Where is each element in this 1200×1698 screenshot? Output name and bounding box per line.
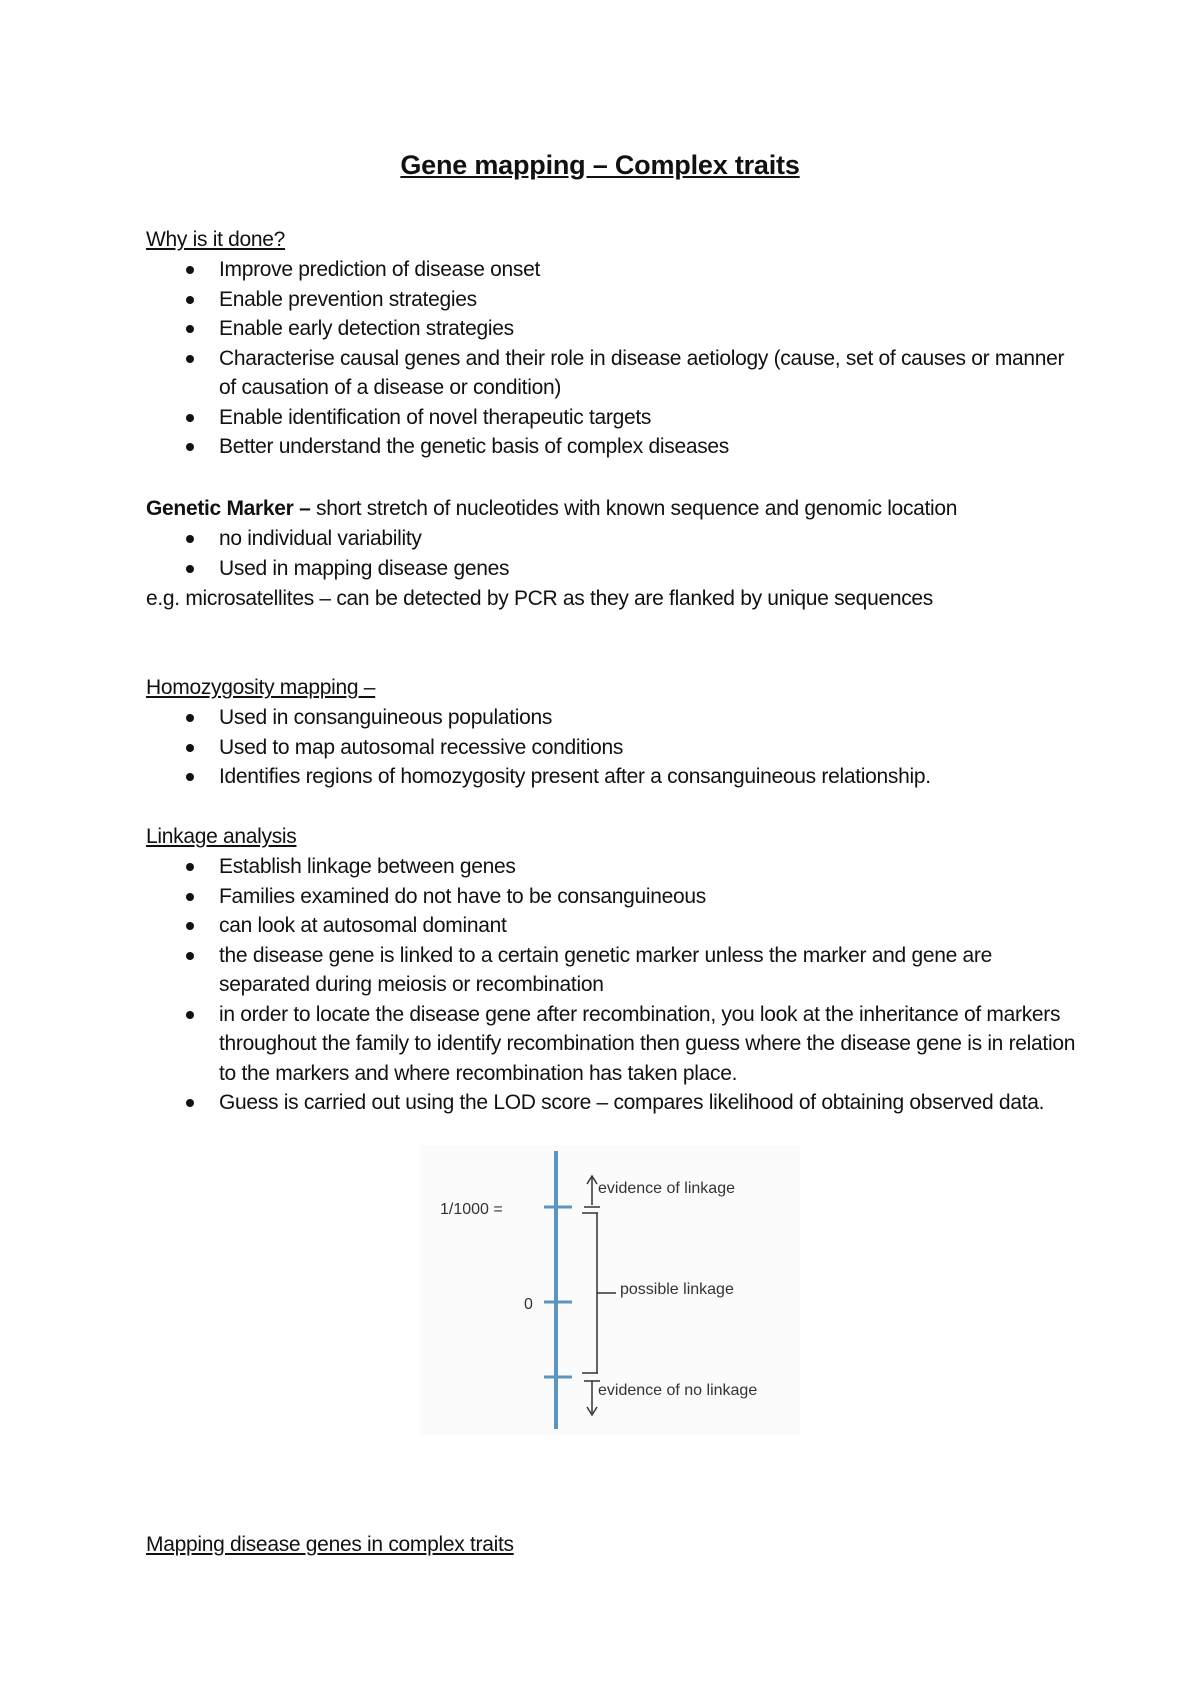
label-zero: 0 bbox=[524, 1296, 533, 1313]
page-title: Gene mapping – Complex traits bbox=[400, 150, 800, 180]
list-item: Families examined do not have to be consanguineous bbox=[146, 882, 1076, 912]
list-item: Identifies regions of homozygosity present after a consanguineous relationship. bbox=[146, 762, 1076, 792]
linkage-list bbox=[146, 852, 1076, 1118]
linkage-heading: Linkage analysis bbox=[146, 825, 297, 848]
label-evidence-linkage: evidence of linkage bbox=[598, 1180, 735, 1197]
label-possible-linkage: possible linkage bbox=[620, 1281, 734, 1298]
marker-example: e.g. microsatellites – can be detected by PCR as they are flanked by unique sequences bbox=[146, 587, 933, 610]
genetic-marker-term: Genetic Marker – bbox=[146, 497, 311, 520]
list-item: in order to locate the disease gene after recombination, you look at the inheritance of markers throughout the family to identify recombination then guess where the disease gene is in relation to the markers and where recombination has taken place. bbox=[146, 1000, 1076, 1089]
why-list bbox=[146, 255, 1076, 462]
label-evidence-no-linkage: evidence of no linkage bbox=[598, 1382, 758, 1399]
homozygosity-list bbox=[146, 703, 1076, 792]
list-item: the disease gene is linked to a certain genetic marker unless the marker and gene are separated during meiosis or recombination bbox=[146, 941, 1076, 1000]
list-item: Characterise causal genes and their role in disease aetiology (cause, set of causes or manner of causation of a disease or condition) bbox=[146, 344, 1076, 403]
genetic-marker-definition bbox=[146, 494, 1106, 524]
list-item: Enable identification of novel therapeutic targets bbox=[146, 403, 1076, 433]
label-1-1000: 1/1000 = bbox=[440, 1201, 503, 1218]
list-item: Used to map autosomal recessive conditions bbox=[146, 733, 1076, 763]
list-item: Used in consanguineous populations bbox=[146, 703, 1076, 733]
list-item: Establish linkage between genes bbox=[146, 852, 1076, 882]
genetic-marker-text: short stretch of nucleotides with known sequence and genomic location bbox=[310, 497, 958, 520]
list-item: Used in mapping disease genes bbox=[146, 554, 1076, 584]
why-heading: Why is it done? bbox=[146, 228, 286, 251]
complex-traits-heading: Mapping disease genes in complex traits bbox=[146, 1533, 514, 1556]
possible-linkage-bracket bbox=[582, 1213, 616, 1373]
lod-score-diagram bbox=[420, 1145, 800, 1435]
list-item: Enable prevention strategies bbox=[146, 285, 1076, 315]
list-item: Better understand the genetic basis of complex diseases bbox=[146, 432, 1076, 462]
homozygosity-heading: Homozygosity mapping – bbox=[146, 676, 376, 699]
list-item: Enable early detection strategies bbox=[146, 314, 1076, 344]
list-item: Guess is carried out using the LOD score – compares likelihood of obtaining observed data. bbox=[146, 1088, 1076, 1118]
marker-list bbox=[146, 524, 1076, 583]
list-item: can look at autosomal dominant bbox=[146, 911, 1076, 941]
list-item: no individual variability bbox=[146, 524, 1076, 554]
list-item: Improve prediction of disease onset bbox=[146, 255, 1076, 285]
